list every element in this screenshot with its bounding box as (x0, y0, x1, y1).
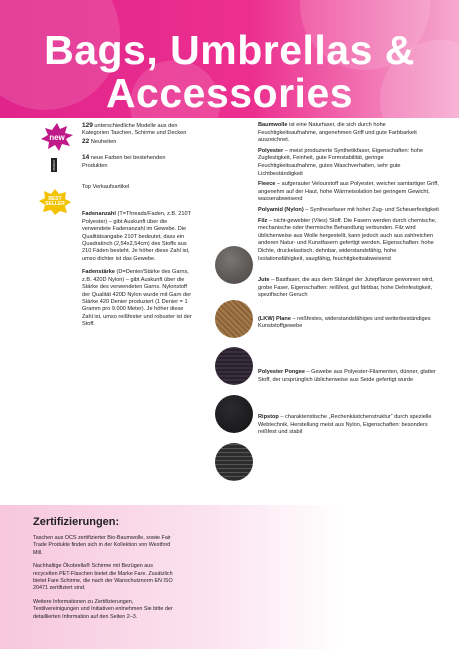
material-name: Jute (258, 277, 270, 284)
materials-column (258, 122, 440, 443)
material-text: – aufgerauter Velourstoff aus Polyester, weicher samtartiger Griff, angenehm auf der Haut, hohe Wärmeisolation bei geringem Gewicht, wasserabweisend (258, 181, 439, 203)
material-text: – meist produzierte Synthetikfaser, Eigenschaften: hohe Zugfestigkeit, Feinheit, gute Formstabilität, geringe Feuchtigkeitsaufnahme, gutes Waschverhalten, sehr gute Lichtbeständigkeit (258, 147, 424, 177)
new-badge-label: new (49, 132, 65, 142)
material-name: Baumwolle (258, 122, 288, 128)
material-name: Fleece (258, 181, 276, 188)
material-text: – Bastfaser, die aus dem Stängel der Jutepflanze gewonnen wird, grobe Faser, Eigenschaften: reißfest, gut färbbar, hohe Dehnfestigkeit, spezifischer Geruch (258, 277, 434, 299)
stat-models (82, 122, 192, 146)
stat-colors-text: neue Farben bei bestehenden Produkten (82, 155, 166, 169)
material-name: Polyester Pongee (258, 369, 305, 376)
material-name: Filz (258, 217, 268, 224)
thread-count-paragraph (82, 211, 192, 263)
bestseller-badge-icon (38, 188, 72, 216)
stat-colors-count: 14 (82, 154, 90, 162)
new-badge-icon (40, 122, 74, 152)
material-fleece (258, 181, 440, 204)
material-name: Polyester (258, 147, 284, 154)
stat-new-count: 22 (82, 137, 90, 145)
jute-swatch (215, 300, 253, 338)
stat-top-seller: Top Verkaufsartikel (82, 184, 130, 191)
header-banner (0, 0, 459, 118)
certifications-text (33, 535, 173, 627)
bestseller-badge-label: BEST SELLER (45, 196, 65, 207)
material-polyamid (258, 207, 440, 215)
tarpaulin-swatch (215, 347, 253, 385)
material-text: – charakteristische „Rechenkästchenstruktur“ durch spezielle Webtechnik, Herstellung meist aus Nylon, Eigenschaften: besonders reißfest und stabil (258, 414, 432, 436)
certifications-p2: Nachhaltige Ökobrella® Schirme mit Bezügen aus recycelten PET-Flaschen bietet die Marke Fare. Zusätzlich bietet Fare Schirme, die nach der Wanschutznorm EN ISO 20471 zertifiziert sind. (33, 563, 173, 592)
page-title-line1: Bags, Umbrellas & (44, 27, 415, 73)
material-jute (258, 277, 440, 300)
material-polyester (258, 148, 440, 178)
fabric-tag-icon (51, 158, 57, 172)
denier-text: (D=Denier/Stärke des Garns, z.B. 420D Nylon) – gibt Auskunft über die Stärke des verwendeten Garns. Nylonstoff der Qualität 420D Nylon wurde mit Garn der Stärke 420 Denier produziert (1 Denier = 1 Gramm pro 9.000 Meter). Je höher diese Zahl ist, umso reißfester und robuster ist der Stoff. (82, 269, 192, 328)
material-text: – Gewebe aus Polyester-Filamenten, dünner, glatter Stoff, der ursprünglich üblicherweise aus Seide gefertigt wurde (258, 369, 436, 383)
page-title-line2: Accessories (105, 70, 354, 116)
material-name: Polyamid (Nylon) (258, 206, 304, 213)
certifications-p3: Weitere Informationen zu Zertifizierungen, Textilvereinigungen und Initiativen entnehmen Sie bitte der detaillierten Information auf den Seiten 2–3. (33, 598, 173, 620)
material-ripstop (258, 414, 440, 437)
left-column (82, 122, 192, 335)
certifications-p1: Taschen aus OCS zertifizierter Bio-Baumwolle, sowie Fair Trade Produkte finden sich in der Kollektion von Westford Mill. (33, 535, 171, 556)
material-text: – nicht-gewebter (Vlies) Stoff. Die Fasern werden durch chemische, mechanische oder thermische Behandlung verbunden. Filz wird üblicherweise aus Wolle hergestellt, kann jedoch auch aus zahlreichen anderen Natur- und Kunstfasern gefertigt werden. Eigenschaften: hohe Dichte, druckelastisch, dehnbar, widerstandsfähig, hohe Isolationsfähigkeit, saugfähig, feuchtigkeitsabweisend (258, 217, 437, 262)
material-felt (258, 218, 440, 264)
thread-count-title: Fadenanzahl (82, 211, 116, 218)
material-tarpaulin (258, 316, 440, 331)
material-text: – reißfestes, widerstandsfähiges und wetterbeständiges Kunststoffgewebe (258, 315, 431, 330)
felt-swatch (215, 246, 253, 284)
stat-models-count: 129 (82, 122, 93, 129)
ripstop-swatch (215, 443, 253, 481)
material-name: Ripstop (258, 414, 279, 421)
thread-count-text: (T=Threads/Faden, z.B. 210T Polyester) – gibt Auskunft über die verwendete Fadenanzahl im Gewebe. Die Qualitätsangabe 210T bedeutet, dass ein Quadratinch (2,54x2,54cm) des Stoffs aus 210 Fäden besteht. Je höher diese Zahl ist, umso dichter ist das Gewebe. (82, 211, 191, 262)
certifications-title: Zertifizierungen: (33, 516, 120, 528)
stat-new-text: Neuheiten (90, 138, 117, 145)
stat-models-text: unterschiedliche Modelle aus den Kategorien Taschen, Schirme und Decken (82, 123, 187, 137)
material-pongee (258, 369, 440, 384)
material-cotton (258, 122, 440, 145)
denier-title: Fadenstärke (82, 269, 115, 276)
fabric-tag-label: FABRIC (52, 159, 56, 171)
material-text: – Synthesefaser mit hoher Zug- und Scheuerfestigkeit (305, 206, 439, 213)
pongee-swatch (215, 395, 253, 433)
material-text: ist eine Naturfaser, die sich durch hohe Feuchtigkeitsaufnahme, angenehmen Griff und gute Farbbarkeit auszeichnet. (258, 122, 417, 144)
material-name: (LKW) Plane (258, 315, 291, 322)
denier-paragraph (82, 269, 192, 328)
stat-colors (82, 154, 192, 170)
